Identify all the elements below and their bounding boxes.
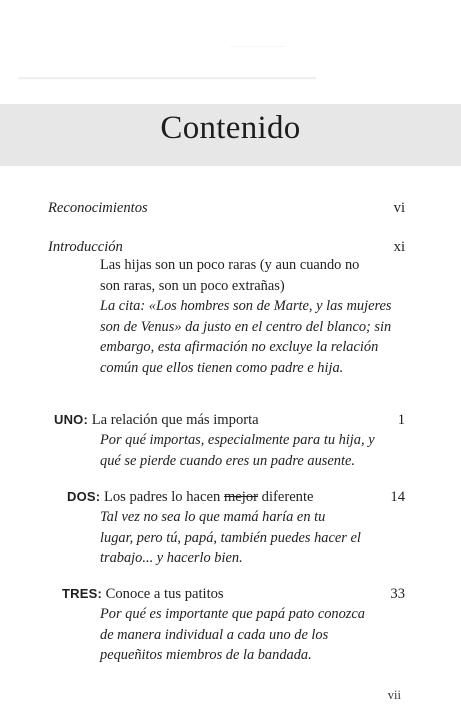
toc-entry-introduccion[interactable]: Introducción	[48, 239, 123, 255]
intro-description-line: común que ellos tienen como padre e hija.	[100, 359, 344, 376]
chapter-description-line: qué se pierde cuando eres un padre ausente.	[100, 452, 355, 469]
chapter-description	[100, 604, 400, 666]
intro-subentry	[100, 255, 400, 379]
chapter-description-line: pequeñitos miembros de la bandada.	[100, 647, 312, 664]
intro-description-line: embargo, esta afirmación no excluye la relación	[100, 339, 379, 356]
chapter-description-line: Por qué importas, especialmente para tu hija, y	[100, 432, 375, 448]
chapter-description-line: trabajo... y hacerlo bien.	[100, 550, 243, 567]
page-number: 33	[390, 586, 405, 602]
chapter-number: DOS:	[67, 489, 101, 504]
page-number: 1	[397, 412, 405, 428]
struck-word: mejor	[223, 489, 258, 505]
page-title: Contenido	[160, 110, 301, 146]
chapter-description	[100, 507, 400, 569]
chapter-description-line: de manera individual a cada uno de los	[100, 626, 329, 643]
toc-entry-reconocimientos[interactable]: Reconocimientos	[48, 200, 148, 216]
page-number: xi	[393, 239, 405, 255]
chapter-title: Conoce a tus patitos	[105, 586, 224, 602]
chapter-title-end: diferente	[261, 489, 314, 505]
chapter-title-start: Los padres lo hacen	[103, 489, 221, 505]
chapter-title: La relación que más importa	[91, 412, 259, 428]
chapter-description-line: Por qué es importante que papá pato conozca	[100, 606, 365, 622]
page-folio: vii	[387, 688, 401, 702]
bleed-through-text: ━━━━━━━━━━━━━━━━━━━━━━━━━━━━━━━━━━━━━━━━━━━━━	[18, 73, 317, 85]
title-band	[0, 104, 461, 166]
intro-description-line: La cita: «Los hombres son de Marte, y las mujeres	[100, 298, 392, 315]
intro-headline-line: Las hijas son un poco raras (y aun cuando no	[100, 257, 360, 273]
intro-headline-line: son raras, son un poco extrañas)	[100, 277, 285, 294]
toc-chapter-tres[interactable]	[62, 584, 224, 604]
page-number: 14	[390, 489, 405, 505]
chapter-number: TRES:	[62, 586, 102, 601]
page-number: vi	[393, 200, 405, 216]
chapter-number: UNO:	[54, 412, 89, 427]
chapter-description-line: lugar, pero tú, papá, también puedes hacer el	[100, 529, 361, 546]
intro-description-line: son de Venus» da justo en el centro del blanco; sin	[100, 318, 392, 335]
bleed-through-text: ―――――	[230, 40, 285, 52]
toc-chapter-uno[interactable]	[54, 410, 259, 430]
chapter-description	[100, 430, 400, 471]
chapter-description-line: Tal vez no sea lo que mamá haría en tu	[100, 509, 326, 525]
toc-chapter-dos[interactable]	[67, 487, 314, 507]
